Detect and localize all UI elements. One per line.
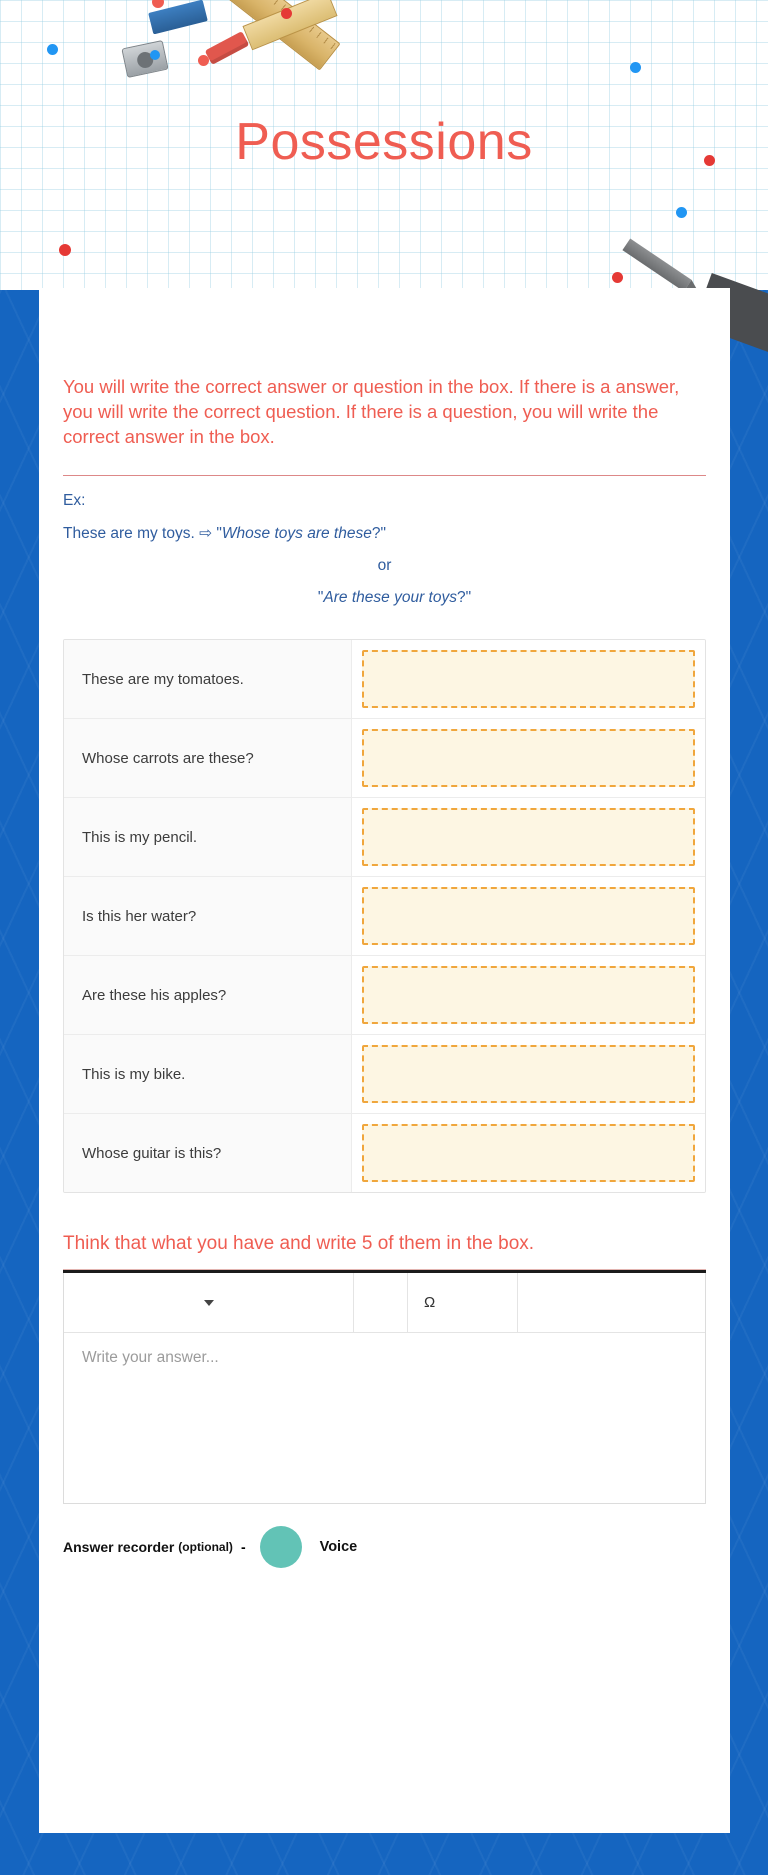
recorder-label: Answer recorder bbox=[63, 1539, 175, 1555]
example-line-1 bbox=[63, 524, 706, 543]
example-section bbox=[39, 476, 730, 607]
record-button[interactable] bbox=[260, 1526, 302, 1568]
exercise-prompt: Are these his apples? bbox=[64, 956, 352, 1034]
confetti-dot bbox=[47, 44, 58, 55]
answer-input[interactable] bbox=[362, 1045, 695, 1103]
example-question-2: Are these your toys bbox=[323, 589, 457, 606]
answer-input[interactable] bbox=[362, 966, 695, 1024]
recorder-optional-label: (optional) bbox=[178, 1540, 233, 1554]
arrow-icon: ⇨ bbox=[199, 525, 213, 542]
pencil-sharpener-icon bbox=[121, 40, 168, 78]
answer-input[interactable] bbox=[362, 887, 695, 945]
quote-close: ?" bbox=[371, 525, 386, 542]
confetti-dot bbox=[630, 62, 641, 73]
example-label: Ex: bbox=[63, 492, 86, 509]
example-sentence: These are my toys. bbox=[63, 525, 200, 542]
omega-icon[interactable]: Ω bbox=[424, 1294, 436, 1311]
example-line-2 bbox=[63, 589, 706, 607]
instructions-text: You will write the correct answer or question in the box. If there is a answer, you will write the correct question. If there is a question, you will write the correct answer in the box. bbox=[63, 376, 680, 447]
exercise-table bbox=[63, 639, 706, 1193]
answer-input[interactable] bbox=[362, 650, 695, 708]
confetti-dot bbox=[59, 244, 71, 256]
exercise-answer-cell[interactable] bbox=[352, 1035, 705, 1113]
rich-text-editor bbox=[63, 1273, 706, 1504]
exercise-prompt: Whose guitar is this? bbox=[64, 1114, 352, 1192]
red-eraser-icon bbox=[205, 31, 250, 65]
table-row bbox=[64, 1035, 705, 1114]
page-title: Possessions bbox=[235, 113, 533, 171]
exercise-prompt: This is my pencil. bbox=[64, 798, 352, 876]
exercise-prompt: These are my tomatoes. bbox=[64, 640, 352, 718]
worksheet-card bbox=[39, 288, 730, 1833]
quote-open: " bbox=[212, 525, 222, 542]
exercise-prompt: Whose carrots are these? bbox=[64, 719, 352, 797]
table-row bbox=[64, 877, 705, 956]
instructions-section bbox=[39, 288, 730, 449]
worksheet-header-banner bbox=[0, 0, 768, 290]
table-row bbox=[64, 719, 705, 798]
voice-label: Voice bbox=[319, 1539, 358, 1555]
chevron-down-icon[interactable] bbox=[204, 1300, 214, 1306]
special-character-button[interactable] bbox=[408, 1273, 518, 1332]
confetti-dot bbox=[150, 50, 160, 60]
answer-input[interactable] bbox=[362, 808, 695, 866]
answer-textarea[interactable]: Write your answer... bbox=[82, 1349, 219, 1366]
confetti-dot bbox=[676, 207, 687, 218]
confetti-dot bbox=[281, 8, 292, 19]
confetti-dot bbox=[198, 55, 209, 66]
exercise-prompt: Is this her water? bbox=[64, 877, 352, 955]
answer-recorder bbox=[63, 1526, 706, 1568]
quote-open: " bbox=[317, 589, 324, 606]
example-or: or bbox=[377, 557, 392, 574]
format-dropdown[interactable] bbox=[64, 1273, 354, 1332]
confetti-dot bbox=[152, 0, 164, 8]
second-prompt-text: Think that what you have and write 5 of them in the box. bbox=[63, 1233, 535, 1254]
exercise-answer-cell[interactable] bbox=[352, 1114, 705, 1192]
exercise-prompt: This is my bike. bbox=[64, 1035, 352, 1113]
answer-input[interactable] bbox=[362, 729, 695, 787]
table-row bbox=[64, 956, 705, 1035]
quote-close: ?" bbox=[456, 589, 472, 606]
table-row bbox=[64, 1114, 705, 1192]
exercise-answer-cell[interactable] bbox=[352, 719, 705, 797]
exercise-answer-cell[interactable] bbox=[352, 798, 705, 876]
confetti-dot bbox=[612, 272, 623, 283]
exercise-answer-cell[interactable] bbox=[352, 640, 705, 718]
recorder-dash: - bbox=[240, 1539, 246, 1555]
toolbar-spacer bbox=[354, 1273, 408, 1332]
editor-toolbar bbox=[64, 1273, 705, 1333]
example-question-1: Whose toys are these bbox=[221, 525, 372, 542]
table-row bbox=[64, 640, 705, 719]
exercise-answer-cell[interactable] bbox=[352, 877, 705, 955]
answer-input[interactable] bbox=[362, 1124, 695, 1182]
table-row bbox=[64, 798, 705, 877]
exercise-answer-cell[interactable] bbox=[352, 956, 705, 1034]
